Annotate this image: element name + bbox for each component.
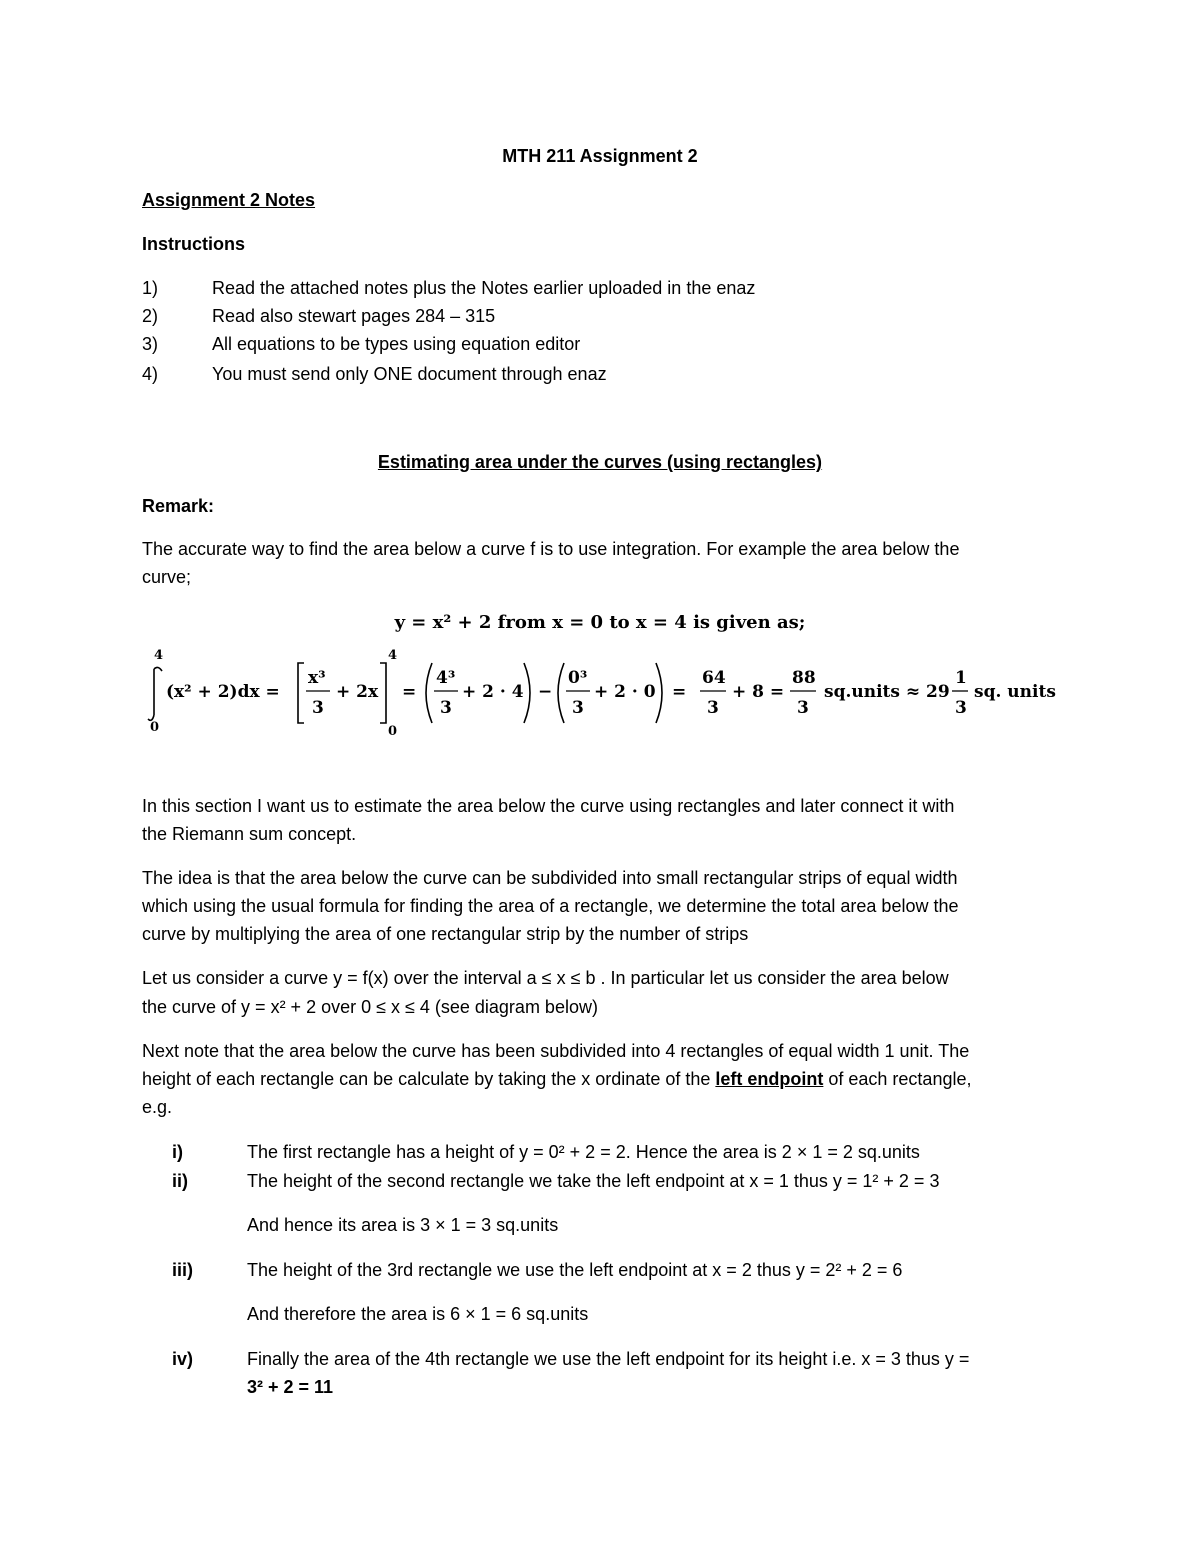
left-bracket — [298, 663, 304, 723]
item-text: The first rectangle has a height of y = 0² + 2 = 2. Hence the area is 2 × 1 = 2 sq.units — [247, 1142, 920, 1162]
item-text: The height of the 3rd rectangle we use the left endpoint at x = 2 thus y = 2² + 2 = 6 — [247, 1260, 903, 1280]
left-endpoint-emphasis: left endpoint — [715, 1069, 824, 1089]
instruction-number: 1) — [142, 278, 159, 298]
bracket-numerator: x³ — [308, 668, 326, 688]
instructions-heading: Instructions — [142, 234, 246, 254]
mixed-numerator: 1 — [955, 668, 967, 688]
result2-denominator: 3 — [797, 698, 809, 718]
instruction-text: You must send only ONE document through enaz — [212, 364, 607, 384]
integrand: (x² + 2)dx = — [166, 682, 280, 702]
remark-label: Remark: — [142, 496, 215, 516]
equals-sign: = — [672, 682, 687, 702]
right-paren — [656, 663, 662, 723]
paragraph-line: In this section I want us to estimate the area below the curve using rectangles and later connect it with — [142, 796, 955, 816]
instruction-number: 2) — [142, 306, 159, 326]
paragraph-line: which using the usual formula for finding the area of a rectangle, we determine the total area below the — [142, 896, 959, 916]
item-text: The height of the second rectangle we take the left endpoint at x = 1 thus y = 1² + 2 = 3 — [247, 1171, 940, 1191]
term2-denominator: 3 — [572, 698, 584, 718]
item-text: And hence its area is 3 × 1 = 3 sq.units — [247, 1215, 559, 1235]
paragraph-line: Next note that the area below the curve has been subdivided into 4 rectangles of equal width 1 unit. The — [142, 1041, 970, 1061]
equals-sign: = — [402, 682, 417, 702]
paragraph-line: the Riemann sum concept. — [142, 824, 357, 844]
centered-equation: y = x² + 2 from x = 0 to x = 4 is given as; — [394, 612, 806, 633]
eval-lower-limit: 0 — [388, 724, 398, 739]
instruction-text: Read the attached notes plus the Notes earlier uploaded in the enaz — [212, 278, 756, 298]
paragraph-line: e.g. — [142, 1097, 173, 1117]
eval-upper-limit: 4 — [388, 648, 398, 663]
notes-heading: Assignment 2 Notes — [142, 190, 316, 210]
integral-upper-limit: 4 — [154, 648, 164, 663]
paragraph-line — [142, 1069, 971, 1091]
paragraph-line: the curve of y = x² + 2 over 0 ≤ x ≤ 4 (see diagram below) — [142, 997, 598, 1017]
integral-equation-svg — [140, 645, 1060, 745]
term1-numerator: 4³ — [436, 668, 456, 688]
bracket-rest: + 2x — [336, 682, 379, 702]
left-paren — [426, 663, 432, 723]
item-number: i) — [172, 1142, 183, 1162]
term2-numerator: 0³ — [568, 668, 588, 688]
term1-rest: + 2 · 4 — [462, 682, 524, 702]
item-text: And therefore the area is 6 × 1 = 6 sq.units — [247, 1304, 589, 1324]
item-number: iv) — [172, 1349, 194, 1369]
plus-eight: + 8 = — [732, 682, 785, 702]
integral-sign — [148, 667, 162, 720]
mixed-denominator: 3 — [955, 698, 967, 718]
item-number: iii) — [172, 1260, 193, 1280]
item-number: ii) — [172, 1171, 188, 1191]
right-paren — [524, 663, 530, 723]
units-label: sq. units — [974, 682, 1056, 702]
paragraph-line: Let us consider a curve y = f(x) over the interval a ≤ x ≤ b . In particular let us consider the area below — [142, 968, 949, 988]
remark-line: The accurate way to find the area below a curve f is to use integration. For example the area below the — [142, 539, 960, 559]
instruction-number: 4) — [142, 364, 159, 384]
term1-denominator: 3 — [440, 698, 452, 718]
result1-denominator: 3 — [707, 698, 719, 718]
result2-numerator: 88 — [792, 668, 816, 688]
document-title: MTH 211 Assignment 2 — [502, 146, 698, 166]
integral-lower-limit: 0 — [150, 720, 160, 735]
left-paren — [558, 663, 564, 723]
right-bracket — [380, 663, 386, 723]
term2-rest: + 2 · 0 — [594, 682, 656, 702]
item-text: Finally the area of the 4th rectangle we use the left endpoint for its height i.e. x = 3 thus y = — [247, 1349, 970, 1369]
paragraph-text: of each rectangle, — [823, 1069, 972, 1089]
paragraph-line: The idea is that the area below the curve can be subdivided into small rectangular strips of equal width — [142, 868, 958, 888]
remark-line: curve; — [142, 567, 192, 587]
instruction-number: 3) — [142, 334, 159, 354]
minus-sign: − — [538, 682, 553, 702]
units-approx: sq.units ≈ 29 — [824, 682, 950, 702]
paragraph-line: curve by multiplying the area of one rectangular strip by the number of strips — [142, 924, 749, 944]
integral-equation — [140, 645, 1060, 745]
instruction-text: Read also stewart pages 284 – 315 — [212, 306, 496, 326]
result1-numerator: 64 — [702, 668, 726, 688]
instruction-text: All equations to be types using equation editor — [212, 334, 581, 354]
bracket-denominator: 3 — [312, 698, 324, 718]
item-text: 3² + 2 = 11 — [247, 1377, 334, 1397]
section-heading: Estimating area under the curves (using rectangles) — [377, 452, 823, 472]
paragraph-text: height of each rectangle can be calculate by taking the x ordinate of the — [142, 1069, 716, 1089]
